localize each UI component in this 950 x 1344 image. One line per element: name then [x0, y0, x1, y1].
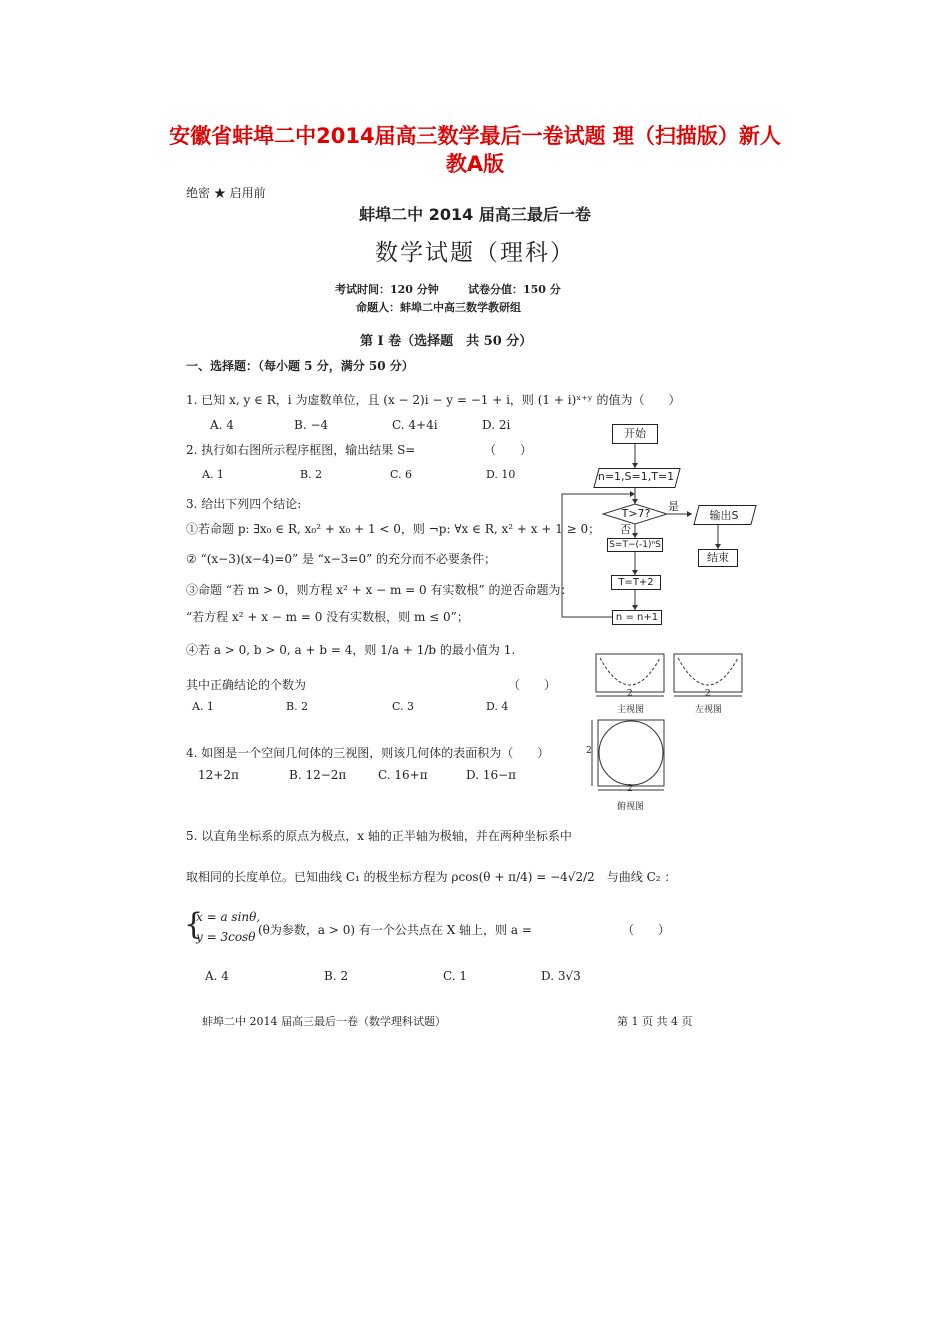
q5-option-a: A. 4 [205, 969, 229, 983]
q5-option-c: C. 1 [443, 969, 468, 983]
section1-title: 一、选择题：（每小题 5 分，满分 50 分） [186, 359, 414, 373]
q3-item-3b: “若方程 x² + x − m = 0 没有实数根，则 m ≤ 0”； [186, 610, 469, 624]
q5-option-d: D. 3√3 [541, 969, 581, 983]
top-view-label: 俯视图 [617, 802, 645, 812]
three-views-drawing [588, 650, 748, 820]
q2-option-d: D. 10 [486, 468, 516, 481]
q5-line-2: 取相同的长度单位。已知曲线 C₁ 的极坐标方程为 ρcos(θ + π/4) = −4√2/2 与曲线 C₂ ： [186, 870, 677, 884]
flowchart-start: 开始 [612, 424, 658, 444]
q3-option-a: A. 1 [192, 700, 214, 713]
flowchart-step-s: S=T−(-1)ⁿS [607, 538, 663, 552]
q3-ask: 其中正确结论的个数为 [186, 678, 307, 692]
q3-option-d: D. 4 [486, 700, 509, 713]
exam-time: 考试时间：120 分钟 [335, 283, 439, 296]
q2-option-c: C. 6 [390, 468, 413, 481]
q3-item-1: ①若命题 p: ∃x₀ ∈ R, x₀² + x₀ + 1 < 0，则 ¬p: ∀x ∈ R, x² + x + 1 ≥ 0； [186, 522, 601, 536]
q5-system-eq2: y = 3cosθ [196, 930, 256, 944]
exam-score: 试卷分值：150 分 [468, 283, 561, 296]
flowchart-no: 否 [620, 523, 631, 536]
q4-option-c: C. 16+π [378, 768, 428, 782]
flowchart-init: n=1,S=1,T=1 [597, 470, 675, 483]
exam-author: 命题人：蚌埠二中高三数学教研组 [356, 301, 521, 314]
exam-title: 蚌埠二中 2014 届高三最后一卷 [359, 205, 591, 224]
q5-system-eq1: x = a sinθ, [196, 910, 261, 924]
left-view-label: 左视图 [695, 705, 723, 715]
flowchart-step-n: n = n+1 [612, 610, 662, 625]
q4-option-d: D. 16−π [466, 768, 517, 782]
flowchart-condition: T>7? [621, 507, 651, 520]
q5-line-1: 5. 以直角坐标系的原点为极点，x 轴的正半轴为极轴，并在两种坐标系中 [186, 829, 572, 843]
q1-stem: 1. 已知 x, y ∈ R，i 为虚数单位，且 (x − 2)i − y = −1 + i，则 (1 + i)ˣ⁺ʸ 的值为（ ） [186, 393, 681, 407]
document-title-line2: 教A版 [445, 152, 505, 176]
q3-option-b: B. 2 [286, 700, 309, 713]
q5-system-brace: { [184, 907, 204, 942]
document-title-line1: 安徽省蚌埠二中2014届高三数学最后一卷试题 理（扫描版）新人 [169, 124, 781, 148]
q1-option-b: B. −4 [294, 418, 329, 432]
q2-option-b: B. 2 [300, 468, 323, 481]
flowchart-connectors [556, 420, 766, 630]
part1-title: 第 I 卷（选择题 共 50 分） [360, 334, 533, 349]
q2-answer-paren: （ ） [484, 443, 533, 457]
q3-answer-paren: （ ） [508, 678, 557, 692]
flowchart-step-t: T=T+2 [611, 575, 661, 590]
q3-item-2: ② “(x−3)(x−4)=0” 是 “x−3=0” 的充分而不必要条件； [186, 552, 497, 566]
q3-item-4: ④若 a > 0, b > 0, a + b = 4，则 1/a + 1/b 的最小值为 1. [186, 643, 516, 657]
q5-line-3: (θ为参数，a > 0) 有一个公共点在 X 轴上，则 a = [258, 923, 532, 937]
secret-label: 绝密 ★ 启用前 [186, 186, 266, 200]
q2-stem: 2. 执行如右图所示程序框图，输出结果 S= [186, 443, 416, 457]
q5-answer-paren: （ ） [622, 923, 671, 937]
flowchart-end: 结束 [698, 549, 738, 567]
top-view-dim-horizontal: 2 [627, 784, 633, 794]
q4-option-b: B. 12−2π [289, 768, 347, 782]
flowchart-output: 输出S [709, 509, 739, 522]
q1-option-a: A. 4 [210, 418, 234, 432]
front-view-label: 主视图 [617, 705, 645, 715]
q1-option-d: D. 2i [482, 418, 511, 432]
q4-stem: 4. 如图是一个空间几何体的三视图，则该几何体的表面积为（ ） [186, 746, 550, 760]
front-view-dim: 2 [627, 689, 633, 699]
q3-option-c: C. 3 [392, 700, 415, 713]
q3-stem: 3. 给出下列四个结论: [186, 497, 302, 511]
page-footer-right: 第 1 页 共 4 页 [617, 1015, 693, 1028]
page-footer-left: 蚌埠二中 2014 届高三最后一卷（数学理科试题） [202, 1015, 446, 1028]
top-view-dim-vertical: 2 [586, 746, 592, 756]
q2-option-a: A. 1 [202, 468, 224, 481]
left-view-dim: 2 [705, 689, 711, 699]
q4-option-a: 12+2π [198, 768, 239, 782]
q3-item-3a: ③命题 “若 m > 0，则方程 x² + x − m = 0 有实数根” 的逆否命题为： [186, 583, 573, 597]
flowchart-yes: 是 [668, 500, 679, 513]
subject-title: 数学试题（理科） [375, 240, 575, 266]
q1-option-c: C. 4+4i [392, 418, 438, 432]
q5-option-b: B. 2 [324, 969, 349, 983]
